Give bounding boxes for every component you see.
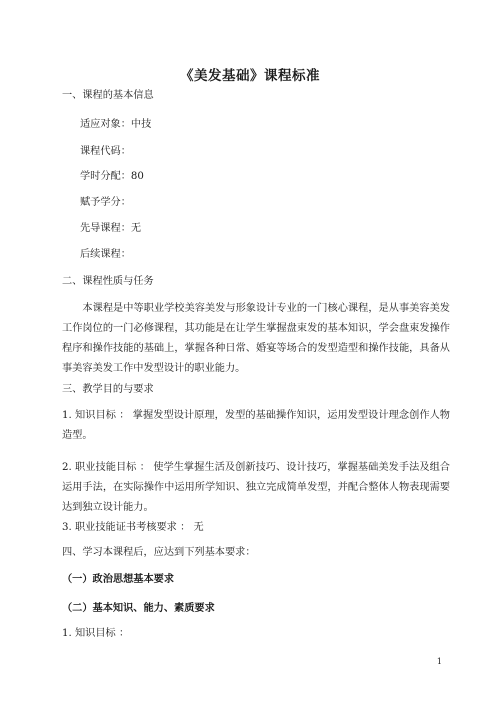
section-heading-requirements: 四、学习本课程后，应达到下列基本要求： — [62, 547, 256, 558]
info-target-audience: 适应对象：中技 — [80, 119, 152, 130]
subheading-political: （一）政治思想基本要求 — [62, 573, 175, 585]
section-heading-goals: 三、教学目的与要求 — [62, 384, 154, 395]
info-prerequisite: 先导课程：无 — [80, 223, 142, 234]
item-knowledge-goal: 1. 知识目标 ： — [62, 628, 130, 639]
page-number: 1 — [436, 657, 442, 666]
goal-knowledge: 1. 知识目标 ： 掌握发型设计原理，发型的基础操作知识，运用发型设计理念创作人物造型。 — [62, 410, 450, 441]
goal-vocational-skill: 2. 职业技能目标 ： 使学生掌握生活及创新技巧、设计技巧，掌握基础美发手法及组合运用手法，在实际操作中运用所学知识、独立完成简单发型，并配合整体人物表现需要达到独立设计能力。 — [62, 462, 450, 513]
document-title: 《美发基础》课程标准 — [180, 68, 320, 84]
subheading-knowledge-ability: （二）基本知识、能力、素质要求 — [62, 602, 215, 614]
info-course-code: 课程代码： — [80, 146, 131, 157]
paragraph-course-nature: 本课程是中等职业学校美容美发与形象设计专业的一门核心课程，是从事美容美发工作岗位的一门必修课程，其功能是在让学生掌握盘束发的基本知识，学会盘束发操作程序和操作技能的基础上，掌握各种日常、婚宴等场合的发型造型和操作技能，具备从事美容美发工作中发型设计的职业能力。 — [62, 303, 450, 374]
section-heading-nature: 二、课程性质与任务 — [62, 276, 154, 287]
section-heading-basic-info: 一、课程的基本信息 — [62, 90, 154, 101]
info-follow-up: 后续课程： — [80, 249, 131, 260]
goal-certificate: 3. 职业技能证书考核要求 ： 无 — [62, 522, 204, 533]
info-credits: 赋予学分： — [80, 197, 131, 208]
info-hours: 学时分配：80 — [80, 171, 144, 182]
